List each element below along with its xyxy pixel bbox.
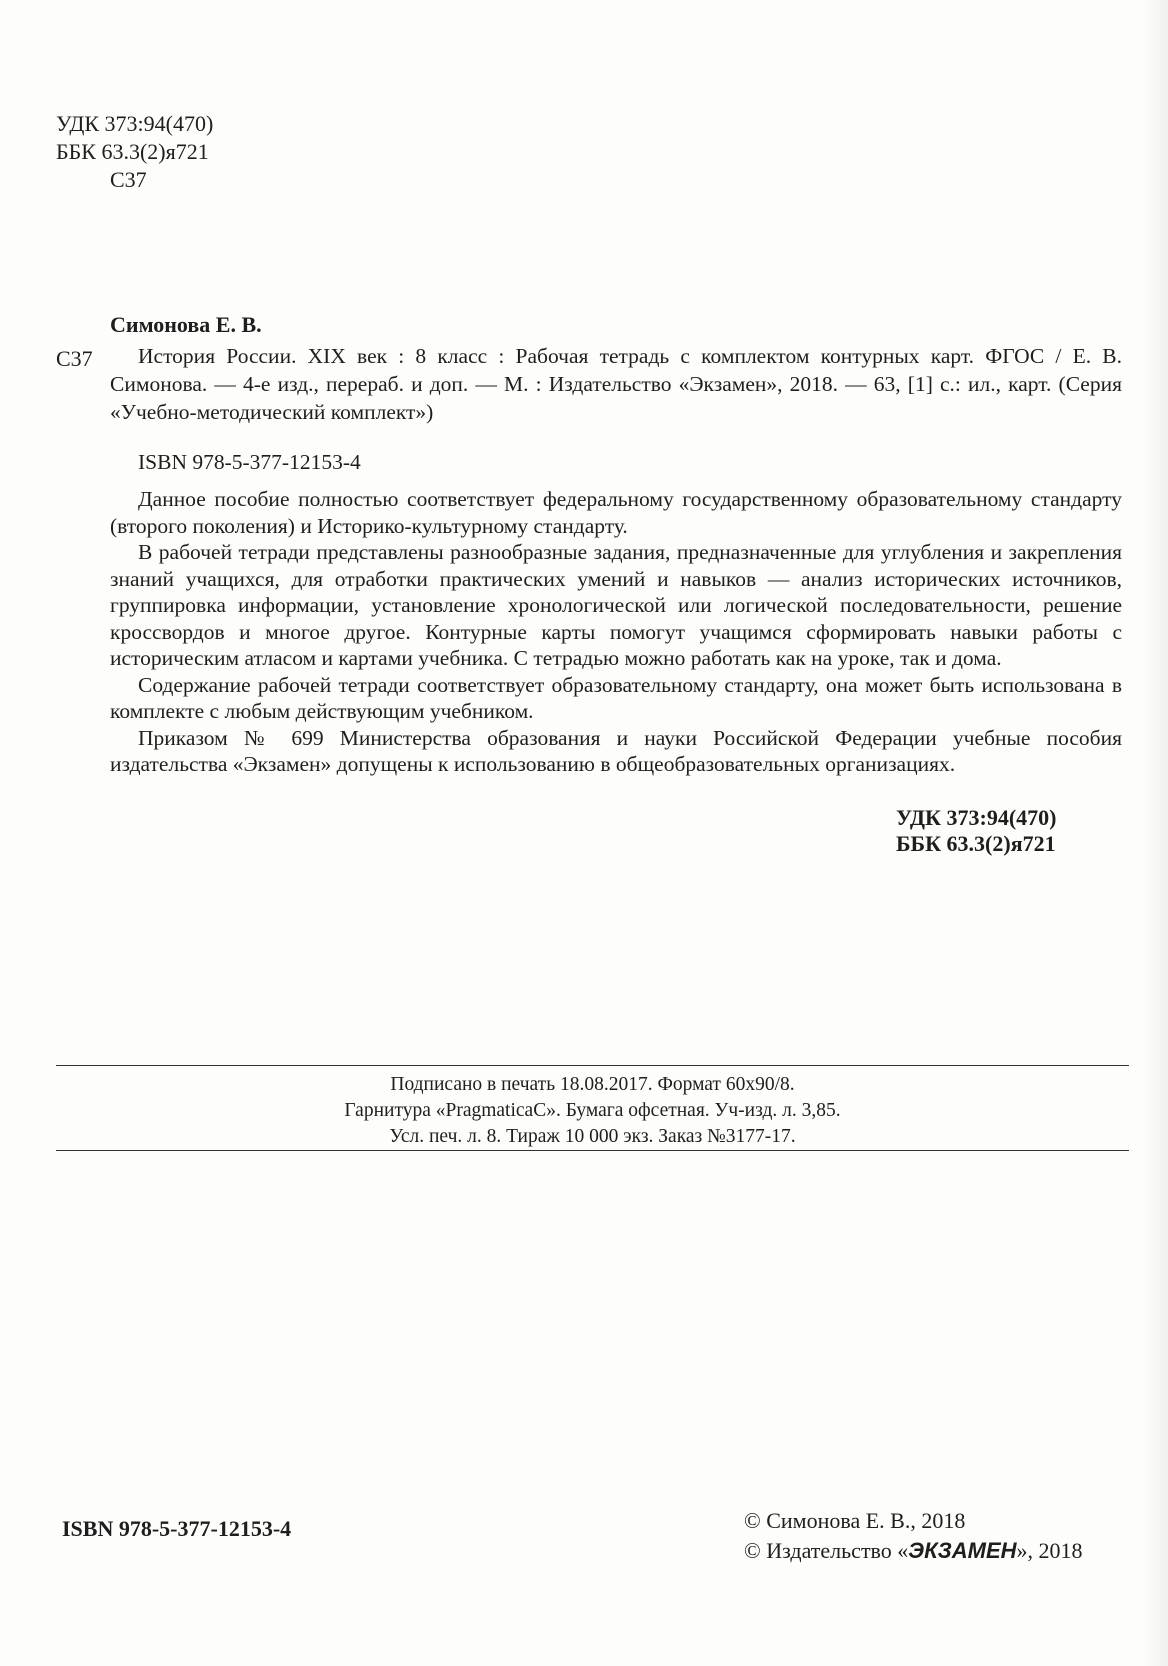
page-edge-shadow (1142, 0, 1168, 1666)
annotation-paragraph: Данное пособие полностью соответствует федеральному государственному образовательному стандарту (второго поколения) и Историко-культурному стандарту. (110, 487, 1122, 538)
copyright-author: © Симонова Е. В., 2018 (744, 1508, 966, 1533)
copyright-suffix: », 2018 (1016, 1538, 1083, 1563)
bibliographic-description: История России. XIX век : 8 класс : Рабочая тетрадь с комплектом контурных карт. ФГОС / Е. В. Симонова. — 4-е изд., перераб. и доп. — М. : Издательство «Экзамен», 2018. — 63, [1] с.: ил., карт. (Серия «Учебно-методический комплект») (110, 344, 1122, 424)
author-mark-left: С37 (56, 346, 93, 371)
classification-top (56, 110, 213, 194)
udk-code-bold: УДК 373:94(470) (896, 805, 1057, 830)
classification-bottom (896, 805, 1116, 857)
imprint-top-rule (56, 1065, 1129, 1066)
isbn-line: ISBN 978-5-377-12153-4 (138, 450, 361, 474)
imprint-line: Гарнитура «PragmaticaC». Бумага офсетная. Уч-изд. л. 3,85. (344, 1100, 841, 1121)
udk-code: УДК 373:94(470) (56, 111, 214, 136)
annotation-paragraph: Содержание рабочей тетради соответствует образовательному стандарту, она может быть использована в комплекте с любым действующим учебником. (110, 672, 1122, 723)
copyright-block (744, 1506, 1083, 1566)
imprint-line: Усл. печ. л. 8. Тираж 10 000 экз. Заказ №3177-17. (389, 1126, 796, 1147)
bbk-code-bold: ББК 63.3(2)я721 (896, 831, 1056, 856)
imprint-line: Подписано в печать 18.08.2017. Формат 60х90/8. (390, 1074, 795, 1095)
imprint-block (56, 1072, 1129, 1150)
imprint-bottom-rule (56, 1150, 1129, 1151)
annotation-paragraph: Приказом № 699 Министерства образования и науки Российской Федерации учебные пособия издательства «Экзамен» допущены к использованию в общеобразовательных организациях. (110, 725, 1122, 776)
bbk-code: ББК 63.3(2)я721 (56, 139, 209, 164)
author-mark: С37 (110, 167, 147, 192)
publisher-name: ЭКЗАМЕН (908, 1538, 1017, 1563)
copyright-publisher (744, 1536, 1083, 1566)
copyright-prefix: © Издательство « (744, 1538, 909, 1563)
annotation (110, 486, 1122, 778)
author-name: Симонова Е. В. (110, 312, 262, 337)
footer-isbn: ISBN 978-5-377-12153-4 (62, 1516, 292, 1541)
annotation-paragraph: В рабочей тетради представлены разнообразные задания, предназначенные для углубления и закрепления знаний учащихся, для отработки практических умений и навыков — анализ исторических источников, группировка информации, установление хронологической или логической последовательности, решение кроссвордов и многое другое. Контурные карты помогут учащимся сформировать навыки работы с историческим атласом и картами учебника. С тетрадью можно работать как на уроке, так и дома. (110, 540, 1122, 670)
